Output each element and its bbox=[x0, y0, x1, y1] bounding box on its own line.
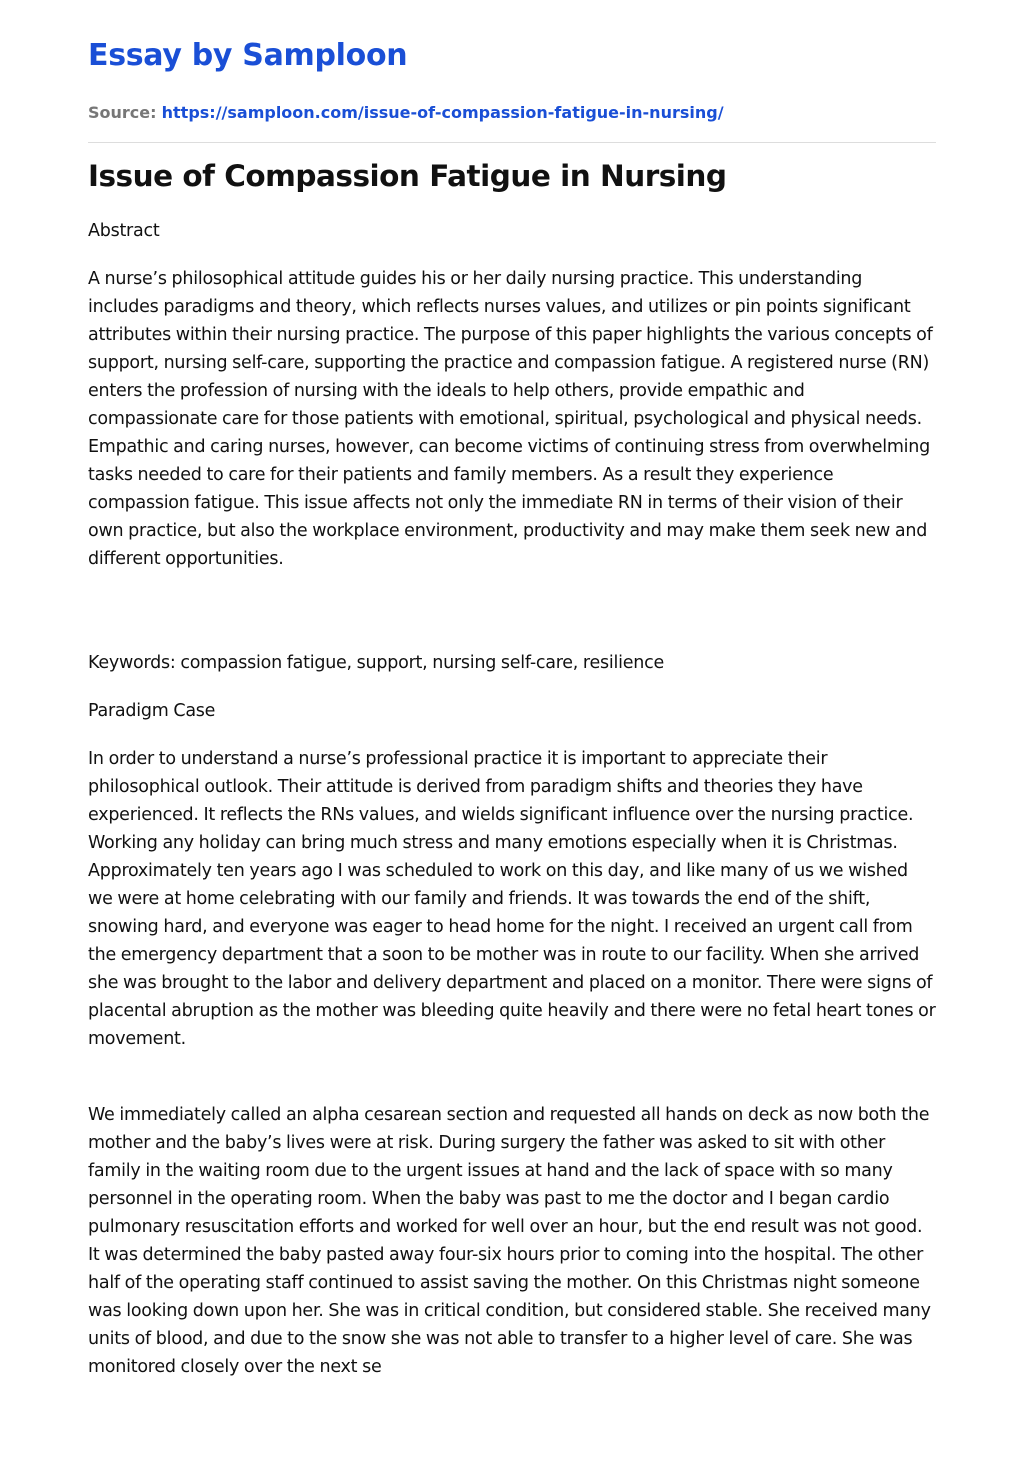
keywords-line: Keywords: compassion fatigue, support, nursing self-care, resilience bbox=[88, 653, 664, 673]
source-link[interactable]: https://samploon.com/issue-of-compassion-fatigue-in-nursing/ bbox=[161, 103, 724, 122]
essay-title: Issue of Compassion Fatigue in Nursing bbox=[88, 159, 727, 193]
paradigm-case-paragraph: In order to understand a nurse’s professional practice it is important to appreciate their philosophical outlook. Their attitude is derived from paradigm shifts and theories they have experienced. It reflects the RNs values, and wields significant influence over the nursing practice. Working any holiday can bring much stress and many emotions especially when it is Christmas. Approximately ten years ago I was scheduled to work on this day, and like many of us we wished we were at home celebrating with our family and friends. It was towards the end of the shift, snowing hard, and everyone was eager to head home for the night. I received an urgent call from the emergency department that a soon to be mother was in route to our facility. When she arrived she was brought to the labor and delivery department and placed on a monitor. There were signs of placental abruption as the mother was bleeding quite heavily and there were no fetal heart tones or movement. bbox=[88, 749, 936, 1049]
abstract-paragraph: A nurse’s philosophical attitude guides his or her daily nursing practice. This understanding includes paradigms and theory, which reflects nurses values, and utilizes or pin points significant attributes within their nursing practice. The purpose of this paper highlights the various concepts of support, nursing self-care, supporting the practice and compassion fatigue. A registered nurse (RN) enters the profession of nursing with the ideals to help others, provide empathic and compassionate care for those patients with emotional, spiritual, psychological and physical needs. Empathic and caring nurses, however, can become victims of continuing stress from overwhelming tasks needed to care for their patients and family members. As a result they experience compassion fatigue. This issue affects not only the immediate RN in terms of their vision of their own practice, but also the workplace environment, productivity and may make them seek new and different opportunities. bbox=[88, 269, 933, 569]
surgery-paragraph: We immediately called an alpha cesarean section and requested all hands on deck as now both the mother and the baby’s lives were at risk. During surgery the father was asked to sit with other family in the waiting room due to the urgent issues at hand and the lack of space with so many personnel in the operating room. When the baby was past to me the doctor and I began cardio pulmonary resuscitation efforts and worked for well over an hour, but the end result was not good. It was determined the baby pasted away four-six hours prior to coming into the hospital. The other half of the operating staff continued to assist saving the mother. On this Christmas night someone was looking down upon her. She was in critical condition, but considered stable. She received many units of blood, and due to the snow she was not able to transfer to a higher level of care. She was monitored closely over the next se bbox=[88, 1105, 931, 1377]
abstract-heading: Abstract bbox=[88, 221, 160, 241]
source-label: Source: bbox=[88, 103, 157, 122]
paradigm-case-heading: Paradigm Case bbox=[88, 701, 216, 721]
header-divider bbox=[88, 142, 936, 143]
site-brand: Essay by Samploon bbox=[88, 38, 408, 73]
source-line bbox=[88, 102, 724, 124]
